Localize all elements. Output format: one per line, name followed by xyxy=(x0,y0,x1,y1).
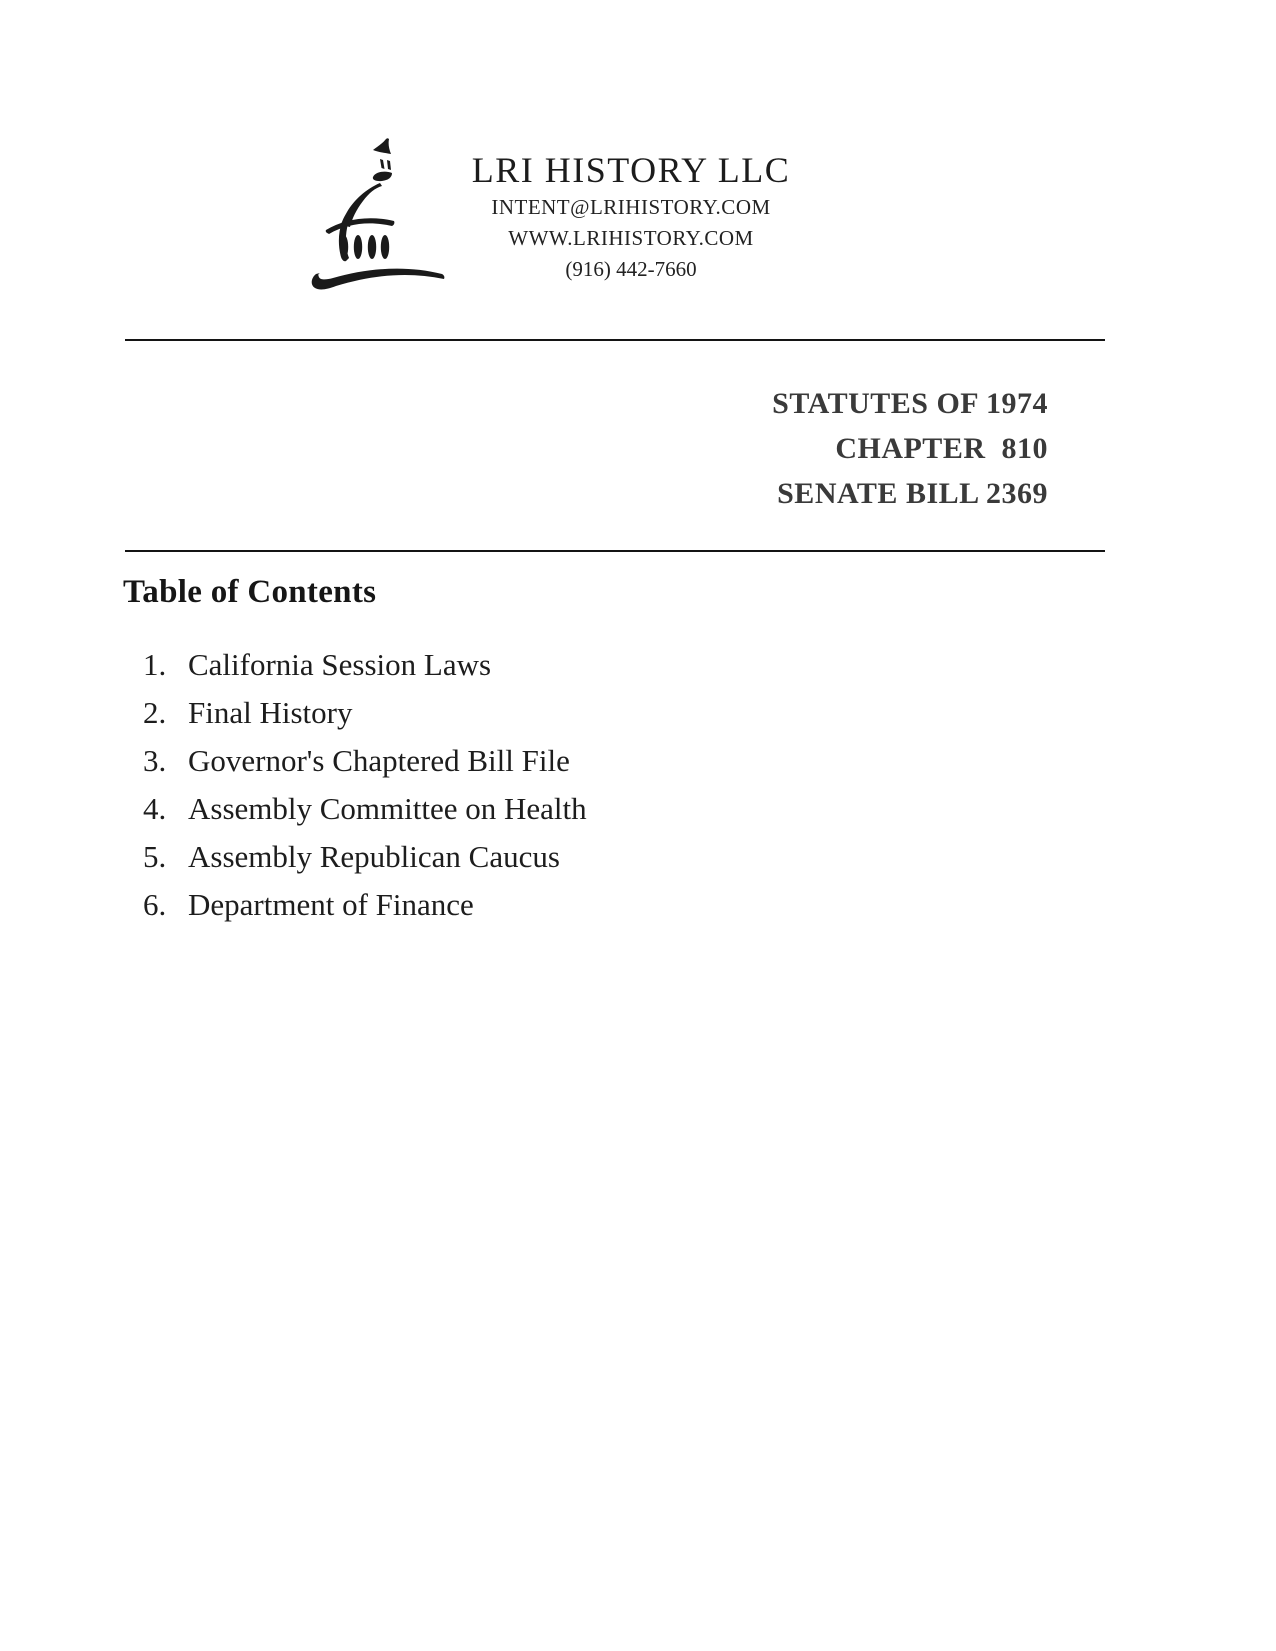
toc-item-number: 6. xyxy=(143,887,167,922)
letterhead xyxy=(306,148,956,285)
statutes-line: STATUTES OF 1974 xyxy=(772,387,1048,420)
divider-top xyxy=(125,339,1105,341)
website-text: WWW.LRIHISTORY.COM xyxy=(508,226,754,250)
toc-item-label: California Session Laws xyxy=(188,647,492,682)
toc-item xyxy=(143,888,587,922)
toc-title: Table of Contents xyxy=(123,574,377,610)
senate-bill-line: SENATE BILL 2369 xyxy=(777,477,1048,510)
toc-item-label: Final History xyxy=(188,695,353,730)
toc-item xyxy=(143,648,587,682)
toc-item-label: Assembly Committee on Health xyxy=(188,791,587,826)
chapter-line: CHAPTER 810 xyxy=(835,432,1048,465)
toc-item-number: 4. xyxy=(143,791,167,826)
toc-item xyxy=(143,792,587,826)
toc-item xyxy=(143,840,587,874)
toc-item xyxy=(143,696,587,730)
toc-item-number: 3. xyxy=(143,743,167,778)
email-text: INTENT@LRIHISTORY.COM xyxy=(491,195,771,219)
bill-reference-block xyxy=(772,381,1048,516)
toc-item-number: 1. xyxy=(143,647,167,682)
toc-item-number: 5. xyxy=(143,839,167,874)
toc-item-label: Governor's Chaptered Bill File xyxy=(188,743,570,778)
phone-text: (916) 442-7660 xyxy=(565,257,697,281)
toc-item-label: Assembly Republican Caucus xyxy=(188,839,560,874)
toc-item-label: Department of Finance xyxy=(188,887,474,922)
toc-item xyxy=(143,744,587,778)
toc-item-number: 2. xyxy=(143,695,167,730)
toc-list xyxy=(143,648,587,936)
divider-bottom xyxy=(125,550,1105,552)
company-name: LRI HISTORY LLC xyxy=(471,150,791,190)
